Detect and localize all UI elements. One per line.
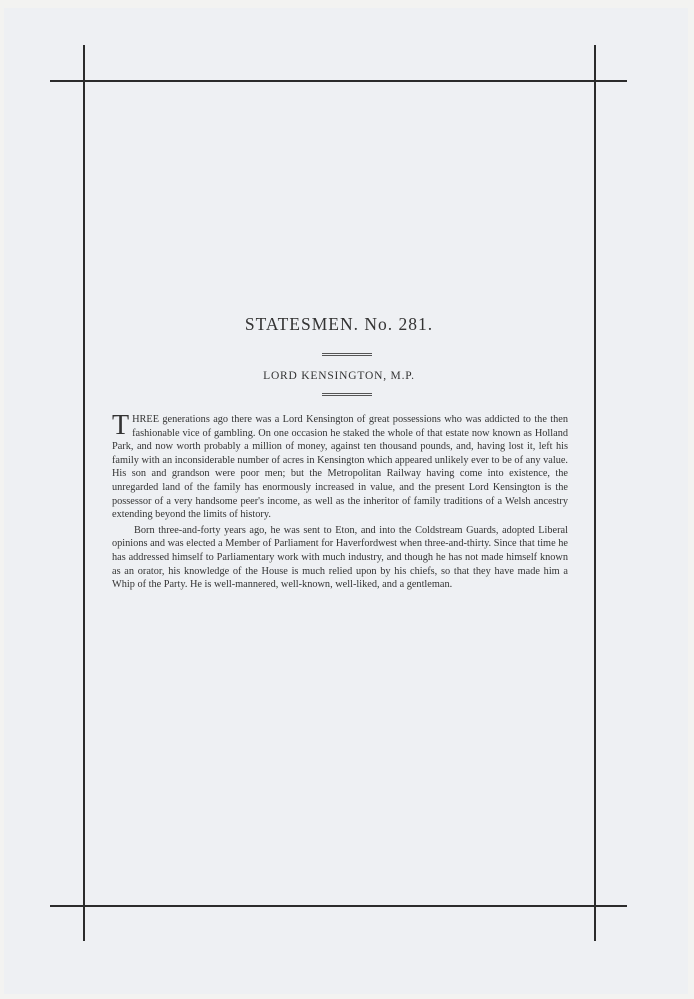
frame-rule-top bbox=[50, 80, 627, 82]
drop-cap: T bbox=[112, 410, 130, 441]
article-paragraph-1 bbox=[112, 410, 568, 522]
frame-rule-right bbox=[594, 45, 596, 941]
article-body bbox=[112, 410, 568, 592]
paragraph-1-text: HREE generations ago there was a Lord Kensington of great possessions who was addicted to the then fashionable vice of gambling. On one occasion he staked the whole of that estate now known as Holland Park, and now worth probably a million of money, against ten thousand pounds, and, having lost it, left his family with an inconsiderable number of acres in Kensington which appeared unlikely ever to be of any value. His son and grandson were poor men; but the Metropolitan Railway having come into existence, the unregarded land of the family has enormously increased in value, and the present Lord Kensington is the possessor of a very handsome peer's income, as well as the inheritor of family traditions of a Welsh ancestry extending beyond the limits of history. bbox=[112, 414, 568, 521]
title-divider bbox=[322, 353, 372, 356]
frame-rule-left bbox=[83, 45, 85, 941]
page-title: STATESMEN. No. 281. bbox=[244, 314, 434, 334]
subtitle-divider bbox=[322, 393, 372, 396]
page-subtitle: LORD KENSINGTON, M.P. bbox=[263, 370, 415, 382]
frame-rule-bottom bbox=[50, 905, 627, 907]
article-paragraph-2: Born three-and-forty years ago, he was sent to Eton, and into the Coldstream Guards, adopted Liberal opinions and was elected a Member of Parliament for Haverfordwest when three-and-thirty. Since that time he has addressed himself to Parliamentary work with much industry, and though he has not made himself known as an orator, his knowledge of the House is much relied upon by his chiefs, so that they have made him a Whip of the Party. He is well-mannered, well-known, well-liked, and a gentleman. bbox=[112, 524, 568, 591]
